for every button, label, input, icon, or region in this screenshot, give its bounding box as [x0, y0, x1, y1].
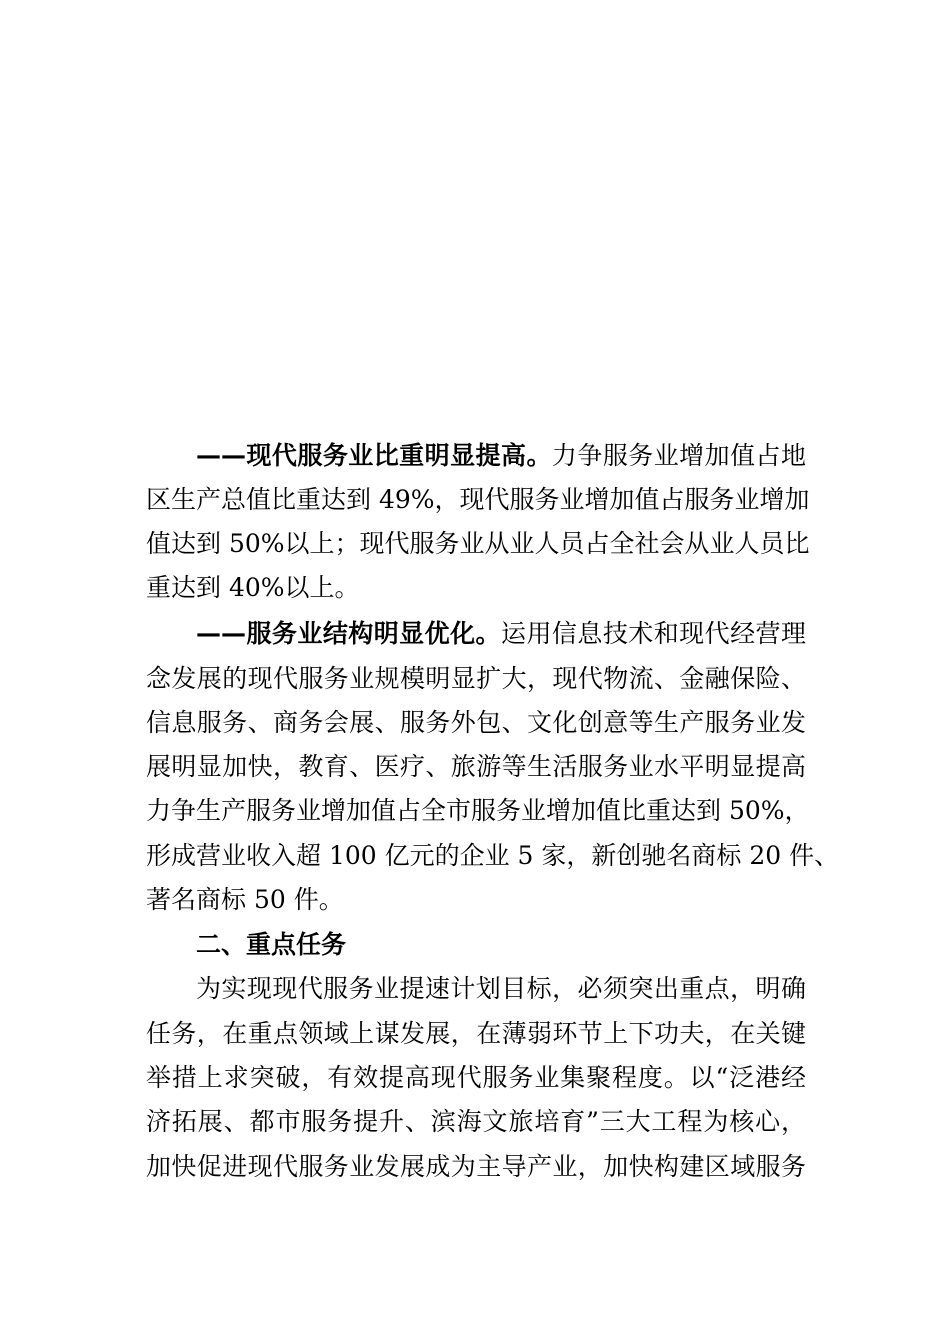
- paragraph-2-lead: ——服务业结构明显优化。: [196, 619, 501, 648]
- paragraph-1-line-2: 区生产总值比重达到 49%，现代服务业增加值占服务业增加: [146, 485, 810, 514]
- paragraph-3-line-2: 任务，在重点领域上谋发展，在薄弱环节上下功夫，在关键: [146, 1019, 806, 1048]
- paragraph-1-line-3: 值达到 50%以上；现代服务业从业人员占全社会从业人员比: [146, 529, 810, 558]
- paragraph-2-line-6: 形成营业收入超 100 亿元的企业 5 家，新创驰名商标 20 件、: [146, 841, 840, 870]
- paragraph-2-line-5: 力争生产服务业增加值占全市服务业增加值比重达到 50%，: [146, 796, 810, 825]
- paragraph-3-line-4: 济拓展、都市服务提升、滨海文旅培育”三大工程为核心，: [146, 1107, 806, 1136]
- paragraph-2-line-1-text: 运用信息技术和现代经营理: [501, 619, 806, 648]
- paragraph-2-line-7: 著名商标 50 件。: [146, 885, 344, 914]
- paragraph-2-line-3: 信息服务、商务会展、服务外包、文化创意等生产服务业发: [146, 708, 806, 737]
- paragraph-1-line-1-text: 力争服务业增加值占地: [551, 441, 806, 470]
- paragraph-3-line-1: 为实现现代服务业提速计划目标，必须突出重点，明确: [196, 974, 806, 1003]
- paragraph-3-line-5: 加快促进现代服务业发展成为主导产业，加快构建区域服务: [146, 1152, 806, 1181]
- paragraph-3-line-3: 举措上求突破，有效提高现代服务业集聚程度。以“泛港经: [146, 1063, 806, 1092]
- paragraph-1-line-1: [196, 436, 806, 476]
- paragraph-2-line-4: 展明显加快，教育、医疗、旅游等生活服务业水平明显提高: [146, 752, 806, 781]
- paragraph-2-line-1: [196, 614, 806, 654]
- paragraph-2-line-2: 念发展的现代服务业规模明显扩大，现代物流、金融保险、: [146, 664, 806, 693]
- paragraph-1-line-4: 重达到 40%以上。: [146, 573, 360, 602]
- paragraph-1-lead: ——现代服务业比重明显提高。: [196, 441, 552, 470]
- section-heading: 二、重点任务: [196, 930, 347, 959]
